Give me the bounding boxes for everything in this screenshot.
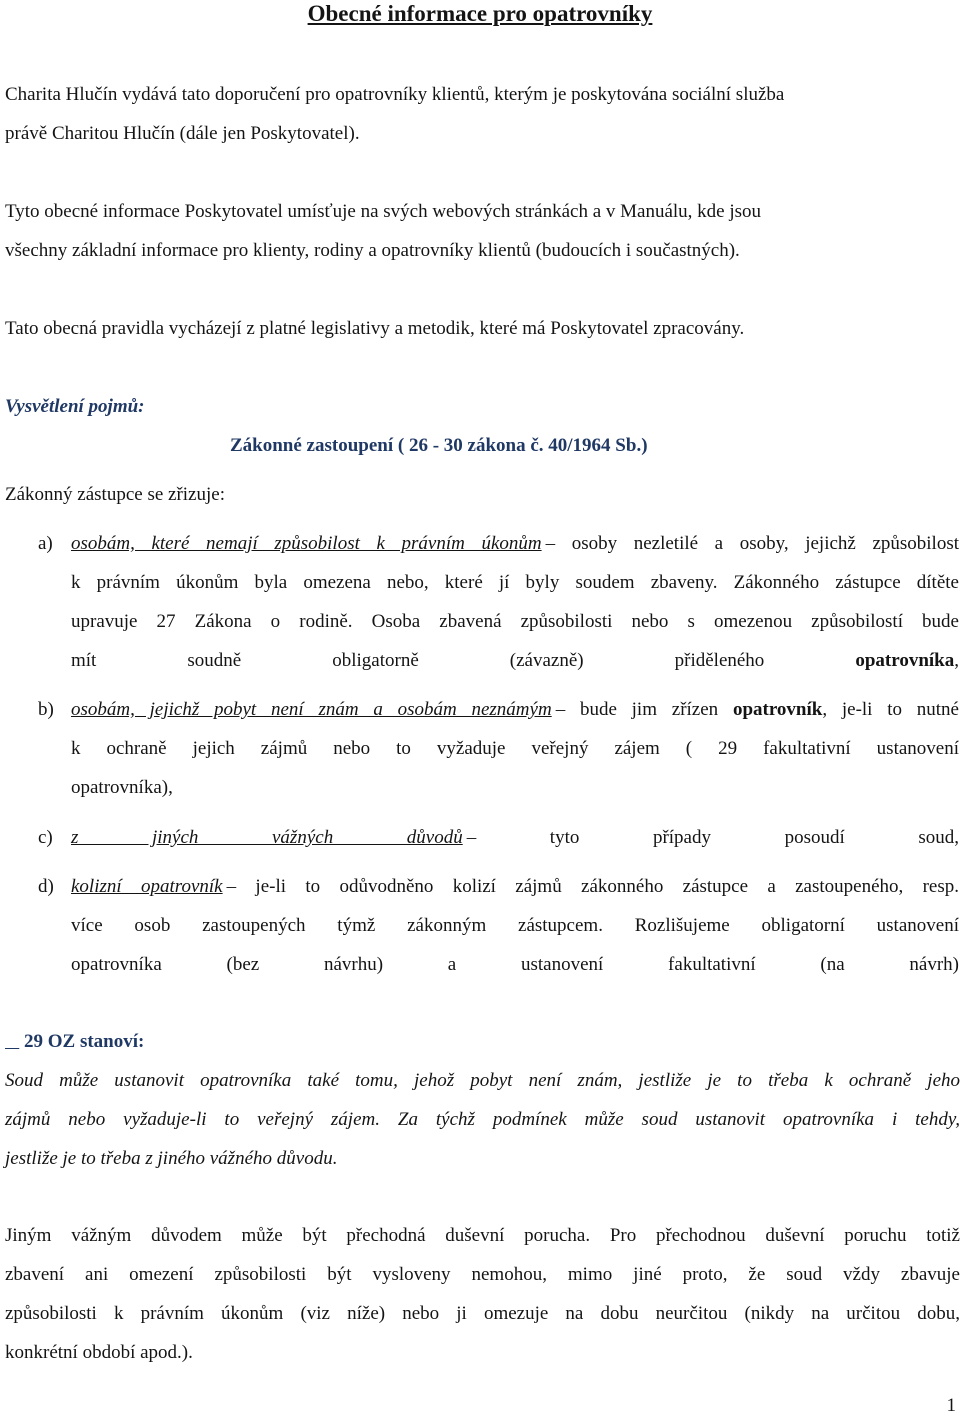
term-incapable-persons: osobám, které nemají způsobilost k právním úkonům — [71, 533, 542, 554]
legal-intro: Zákonný zástupce se zřizuje: — [5, 484, 225, 505]
other-reasons-paragraph: Jiným vážným důvodem může být přechodná duševní porucha. Pro přechodnou duševní poruchu totiž zbavení ani omezení způsobilosti být vysloveny nemohou, mimo jiné proto, že soud vždy zbavuje způsobilosti k právním úkonům (viz níže) nebo ji omezuje na dobu neurčitou (nikdy na určitou dobu, konkrétní období apod.). — [5, 1225, 960, 1363]
terms-heading: Vysvětlení pojmů: — [5, 396, 145, 417]
list-body-d: kolizní opatrovník – je-li to odůvodněno kolizí zájmů zákonného zástupce a zastoupeného, resp. více osob zastoupených týmž zákonným zástupcem. Rozlišujeme obligatorní ustanovení opatrovníka (bez návrhu) a ustanovení fakultativní (na návrh) — [71, 876, 960, 975]
page-title: Obecné informace pro opatrovníky — [307, 1, 653, 26]
guardian-term: opatrovníka — [855, 650, 955, 671]
info-line-2: všechny základní informace pro klienty, rodiny a opatrovníky klientů (budoucích i součastných). — [5, 240, 740, 261]
list-label-a: a) — [38, 533, 53, 554]
intro-line-2: právě Charitou Hlučín (dále jen Poskytovatel). — [5, 123, 360, 144]
page-number: 1 — [946, 1395, 956, 1416]
list-body-a: osobám, které nemají způsobilost k právním úkonům – osoby nezletilé a osoby, jejichž způsobilost k právním úkonům byla omezena nebo, které jí byly soudem zbaveny. Zákonného zástupce dítěte upravuje 27 Zákona o rodině. Osoba zbavená způsobilosti nebo s omezenou způsobilostí bude mít soudně obligatorně (závazně) přiděleného opatrovníka, — [71, 533, 960, 671]
list-body-c: z jiných vážných důvodů – tyto případy posoudí soud, — [71, 827, 959, 848]
legal-representation-heading: Zákonné zastoupení ( 26 - 30 zákona č. 40/1964 Sb.) — [230, 435, 648, 456]
rules-paragraph: Tato obecná pravidla vycházejí z platné legislativy a metodik, které má Poskytovatel zpracovány. — [5, 318, 745, 339]
oz-paragraph: Soud může ustanovit opatrovníka také tomu, jehož pobyt není znám, jestliže je to třeba k ochraně jeho zájmů nebo vyžaduje-li to veřejný zájem. Za týchž podmínek může soud ustanovit opatrovníka i tehdy, jestliže je to třeba z jiného vážného důvodu. — [5, 1070, 960, 1169]
intro-line-1: Charita Hlučín vydává tato doporučení pro opatrovníky klientů, kterým je poskytována sociální služba — [5, 84, 785, 105]
term-conflict-guardian: kolizní opatrovník — [71, 876, 223, 897]
list-label-b: b) — [38, 699, 54, 720]
info-line-1: Tyto obecné informace Poskytovatel umísťuje na svých webových stránkách a v Manuálu, kde jsou — [5, 201, 762, 222]
oz-heading: 29 OZ stanoví: — [19, 1031, 145, 1052]
term-other-reasons: z jiných vážných důvodů — [71, 827, 463, 848]
list-label-d: d) — [38, 876, 54, 897]
info-paragraph — [5, 192, 960, 270]
list-body-b: osobám, jejichž pobyt není znám a osobám neznámým – bude jim zřízen opatrovník, je-li to nutné k ochraně jejich zájmů nebo to vyžaduje veřejný zájem ( 29 fakultativní ustanovení opatrovníka), — [71, 699, 959, 798]
intro-paragraph — [5, 75, 960, 153]
term-unknown-persons: osobám, jejichž pobyt není znám a osobám neznámým — [71, 699, 552, 720]
list-label-c: c) — [38, 827, 53, 848]
